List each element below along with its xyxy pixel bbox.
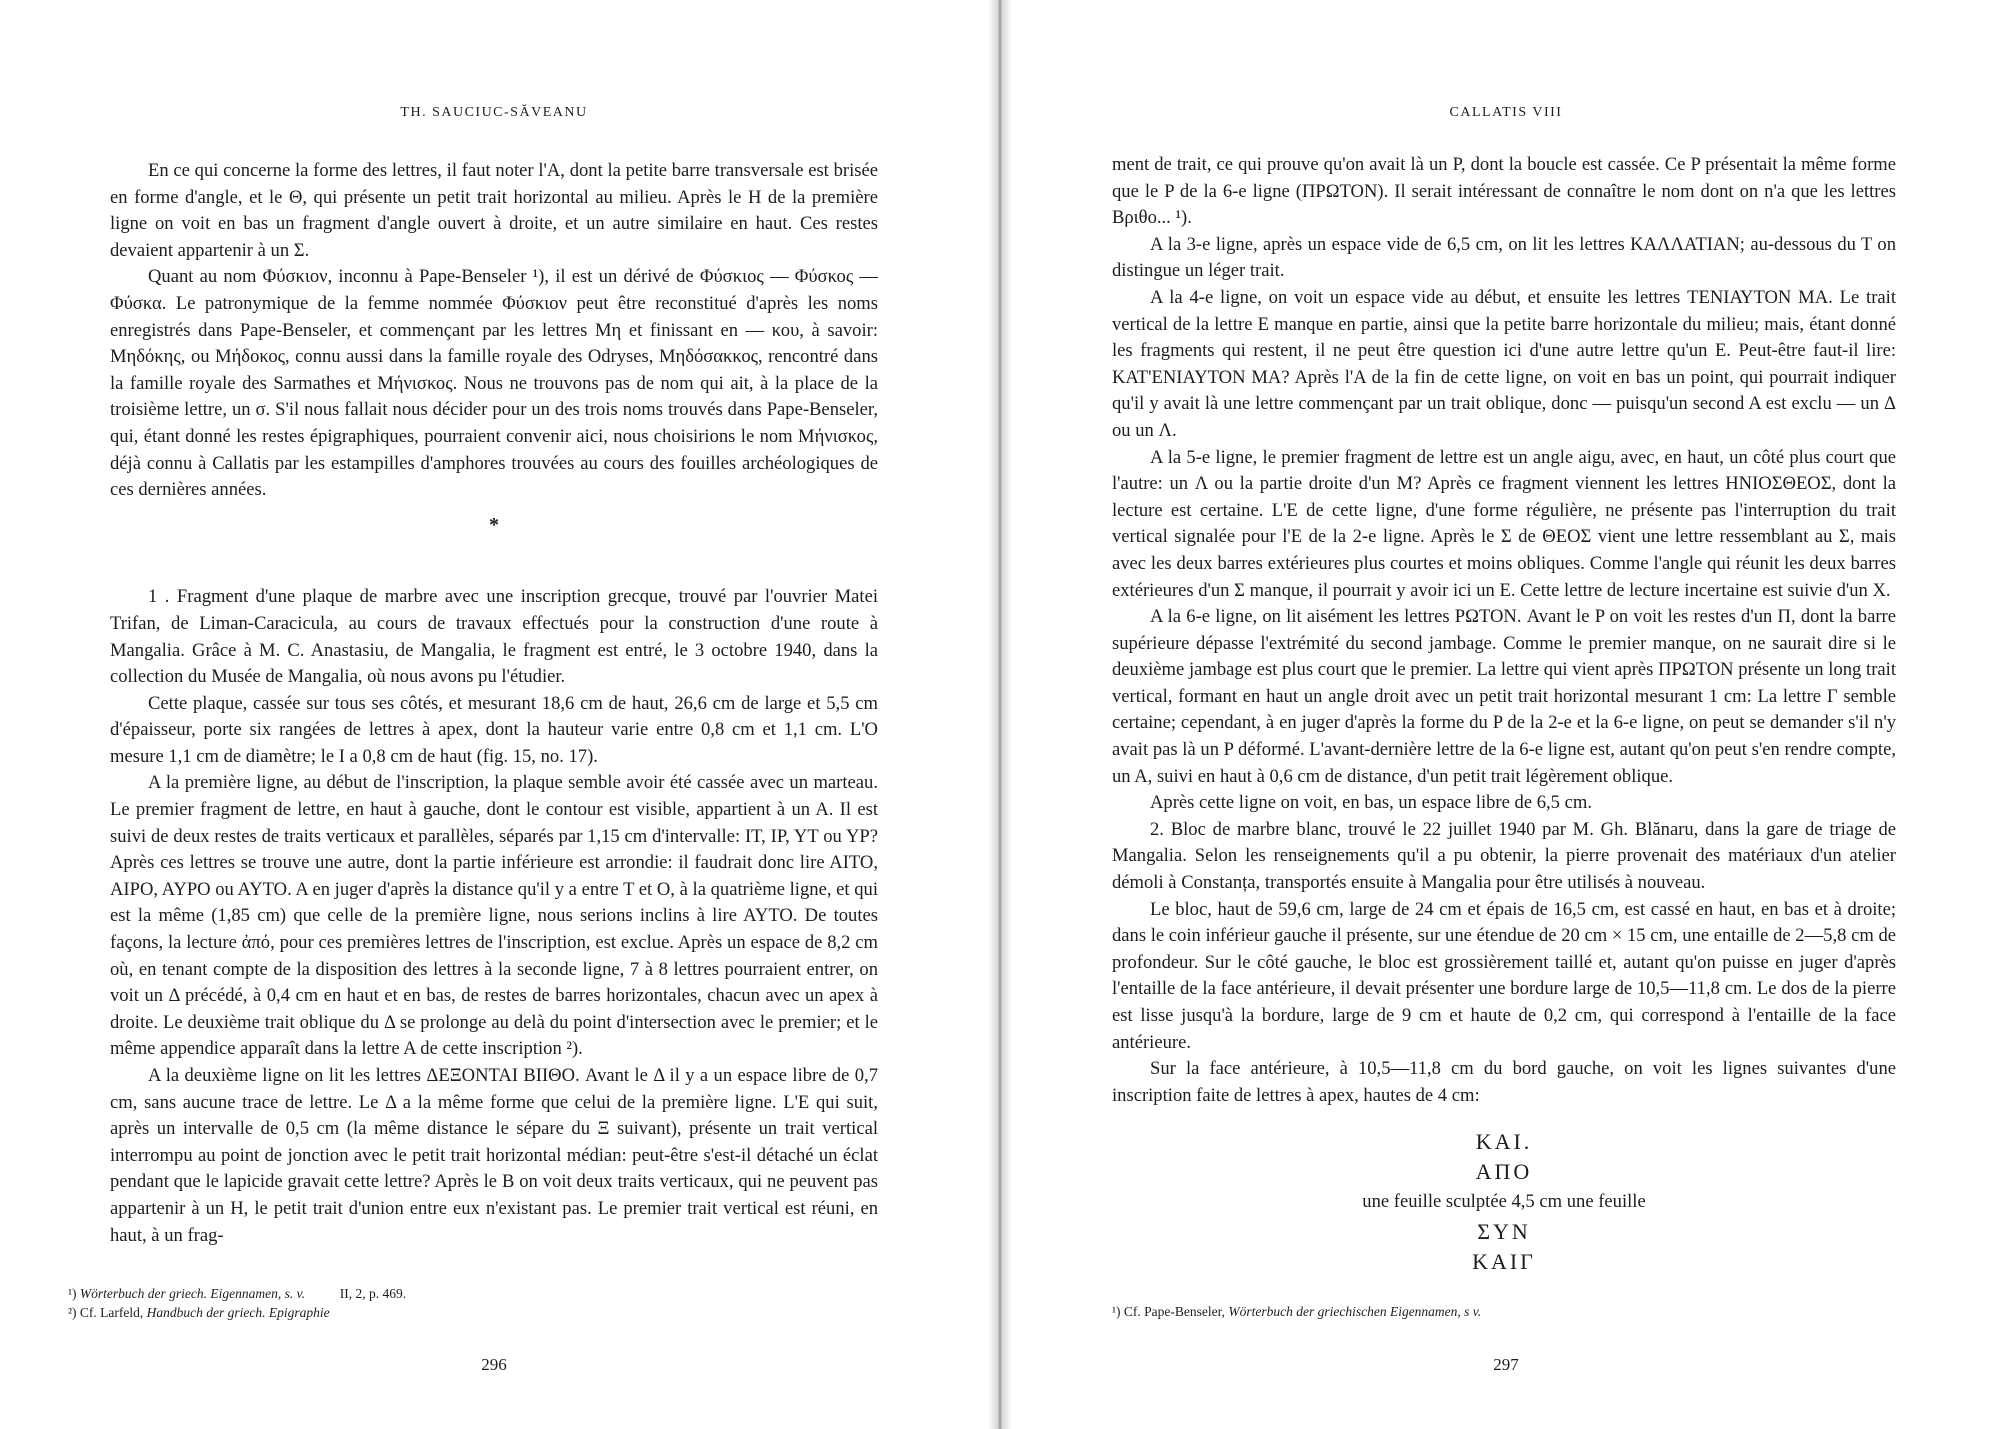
footnote: [68, 1303, 628, 1322]
right-text-block: [1112, 152, 1896, 1277]
paragraph: A la première ligne, au début de l'inscription, la plaque semble avoir été cassée avec un marteau. Le premier fragment de lettre, en haut à gauche, dont le contour est visible, appartient à un A. Il est suivi de deux restes de traits verticaux et parallèles, séparés par 1,15 cm d'intervalle: IT, IP, YT ou YP? Après ces lettres se trouve une autre, dont la partie inférieure est arrondie: il faudrait donc lire AITO, AIPO, AYPO ou AYTO. A en juger d'après la distance qu'il y a entre T et O, à la quatrième ligne, et qui est la même (1,85 cm) que celle de la première ligne, nous serions inclins à lire AYTO. De toutes façons, la lecture ἀπό, pour ces premières lettres de l'inscription, est exclue. Après un espace de 8,2 cm où, en tenant compte de la disposition des lettres à la seconde ligne, 7 à 8 lettres pourraient entrer, on voit un Δ précédé, à 0,4 cm en haut et en bas, de restes de barres horizontales, chacun avec un apex à droite. Le deuxième trait oblique du Δ se prolonge au delà du point d'intersection avec le premier; et le même appendice apparaît dans la lettre A de cette inscription ²).: [110, 772, 878, 1060]
left-page: [0, 0, 988, 1429]
footnote-lead: Cf. Pape-Benseler,: [1123, 1304, 1225, 1319]
footnote-ref: II, 2, p. 469.: [339, 1286, 407, 1301]
paragraph: Après cette ligne on voit, en bas, un espace libre de 6,5 cm.: [1150, 792, 1592, 814]
footnote-title: Handbuch der griech. Epigraphie: [146, 1305, 330, 1320]
paragraph: 2. Bloc de marbre blanc, trouvé le 22 juillet 1940 par M. Gh. Blănaru, dans la gare de triage de Mangalia. Selon les renseignements qu'il a pu obtenir, la pierre provenait des matériaux d'un atelier démoli à Constanța, transportés ensuite à Mangalia pour être utilisés à nouveau.: [1112, 818, 1896, 894]
footnotes-right: [1112, 1302, 1912, 1321]
inscription-line: ΚΑΙ.: [1475, 1129, 1533, 1155]
footnote-title: Wörterbuch der griech. Eigennamen, s. v.: [79, 1286, 305, 1301]
inscription-note: une feuille sculptée 4,5 cm une feuille: [1362, 1191, 1646, 1213]
paragraph: Le bloc, haut de 59,6 cm, large de 24 cm et épais de 16,5 cm, est cassé en haut, en bas et à droite; dans le coin inférieur gauche il présente, sur une étendue de 20 cm × 15 cm, une entaille de 2—5,8 cm de profondeur. Sur le côté gauche, le bloc est grossièrement taillé et, autant qu'on puisse en juger d'après l'entaille de la face antérieure, il devait présenter une bordure large de 10,5—11,8 cm. Le dos de la pierre est lisse jusqu'à la bordure, large de 9 cm et haute de 0,2 cm, qui correspond à l'entaille de la face antérieure.: [1112, 898, 1896, 1053]
paragraph: A la 5-e ligne, le premier fragment de lettre est un angle aigu, avec, en haut, un côté plus court que l'autre: un Λ ou la partie droite d'un M? Après ce fragment viennent les lettres ΗΝΙΟΣΘΕΟΣ, dont la lecture est certaine. L'E de cette ligne, d'une forme régulière, ne présente pas l'interruption du trait vertical signalée pour l'E de la 2-e ligne. Après le Σ de ΘΕΟΣ vient une lettre ressemblant au Σ, mais avec les deux barres extérieures plus courtes et moins obliques. Comme l'angle qui réunit les deux barres extérieures d'un Σ manque, il pourrait y avoir ici un E. Cette lettre de lecture incertaine est suivie d'un X.: [1112, 446, 1896, 601]
paragraph: 1 . Fragment d'une plaque de marbre avec une inscription grecque, trouvé par l'ouvrier Matei Trifan, de Liman-Caracicula, au cours de travaux effectués pour la construction d'une route à Mangalia. Grâce à M. C. Anastasiu, de Mangalia, le fragment est entré, le 3 octobre 1940, dans la collection du Musée de Mangalia, où nous avons pu l'étudier.: [110, 586, 878, 688]
footnote: [1112, 1302, 1912, 1321]
paragraph: A la 6-e ligne, on lit aisément les lettres ΡΩΤΟΝ. Avant le P on voit les restes d'un Π, dont la barre supérieure dépasse l'extrémité du second jambage. Comme le premier manque, on ne saurait dire si le deuxième jambage est plus court que le premier. La lettre qui vient après ΠΡΩΤΟΝ présente un long trait vertical, formant en haut un angle droit avec un petit trait horizontal mesurant 1 cm: La lettre Γ semble certaine; cependant, à en juger d'après la forme du P de la 2-e et la 6-e ligne, on peut se demander s'il n'y avait pas là un P déformé. L'avant-dernière lettre de la 6-e ligne est, autant qu'on peut s'en rendre compte, un A, suivi en haut à 0,6 cm de distance, d'un petit trait légèrement oblique.: [1112, 606, 1896, 787]
running-head-left: TH. SAUCIUC-SĂVEANU: [400, 105, 588, 120]
paragraph: Quant au nom Φύσκιον, inconnu à Pape-Benseler ¹), il est un dérivé de Φύσκιος — Φύσκος — Φύσκα. Le patronymique de la femme nommée Φύσκιον peut être reconstitué d'après les noms enregistrés dans Pape-Benseler, et commençant par les lettres Μη et finissant en — κου, à savoir: Μηδόκης, ou Μήδοκος, connu aussi dans la famille royale des Odryses, Μηδόσακκος, rencontré dans la famille royale des Sarmathes et Μήνισκος. Nous ne trouvons pas de nom qui ait, à la place de la troisième lettre, un σ. S'il nous fallait nous décider pour un des trois noms trouvés dans Pape-Benseler, qui, étant donné les restes épigraphiques, pourraient convenir aici, nous choisirions le nom Μήνισκος, déjà connu à Callatis par les estampilles d'amphores trouvées au cours des fouilles archéologiques de ces dernières années.: [110, 266, 878, 501]
book-gutter: [988, 0, 1012, 1429]
inscription-line: ΚΑΙΓ: [1472, 1249, 1536, 1275]
footnote: [68, 1284, 628, 1303]
footnote-mark: ¹): [68, 1286, 77, 1301]
footnote-lead: Cf. Larfeld,: [79, 1305, 144, 1320]
left-text-block: [110, 158, 878, 1249]
footnote-title: Wörterbuch der griechischen Eigennamen, s v.: [1228, 1304, 1482, 1319]
inscription-line: ΑΠΟ: [1475, 1159, 1533, 1185]
running-head-right: CALLATIS VIII: [1449, 105, 1563, 120]
paragraph: ment de trait, ce qui prouve qu'on avait là un P, dont la boucle est cassée. Ce P présentait la même forme que le P de la 6-e ligne (ΠΡΩΤΟΝ). Il serait intéressant de connaître le nom dont on n'a que les lettres Βριθο... ¹).: [1112, 154, 1896, 229]
section-separator: *: [489, 513, 499, 536]
paragraph: A la 4-e ligne, on voit un espace vide au début, et ensuite les lettres ΤΕΝΙΑΥΤΟΝ MA. Le trait vertical de la lettre E manque en partie, ainsi que la petite barre horizontale du milieu; mais, étant donné les fragments qui restent, il ne peut être question ici d'une autre lettre qu'un E. Peut-être faut-il lire: KAT'ENIAYTON MA? Après l'A de la fin de cette ligne, on voit en bas un point, qui pourrait indiquer qu'il y avait là une lettre commençant par un trait oblique, donc — puisqu'un second A est exclu — un Δ ou un Λ.: [1112, 286, 1896, 441]
inscription-line: ΣΥΝ: [1477, 1219, 1531, 1245]
footnotes-left: [68, 1284, 628, 1322]
footnote-mark: ²): [68, 1305, 77, 1320]
page-number-left: 296: [481, 1355, 507, 1374]
paragraph: A la deuxième ligne on lit les lettres ΔΕΞΟΝΤΑΙ ΒΙΙΘΟ. Avant le Δ il y a un espace libre de 0,7 cm, sans aucune trace de lettre. Le Δ a la même forme que celui de la première ligne. L'E qui suit, après un intervalle de 0,5 cm (la même distance le sépare du Ξ suivant), présente un trait vertical interrompu au point de jonction avec le petit trait horizontal médian: peut-être s'est-il détaché un éclat pendant que le lapicide gravait cette lettre? Après le B on voit deux traits verticaux, qui ne peuvent pas appartenir à un H, le petit trait d'union entre eux n'existant pas. Le premier trait vertical est réuni, en haut, à un frag-: [110, 1065, 878, 1246]
paragraph: Cette plaque, cassée sur tous ses côtés, et mesurant 18,6 cm de haut, 26,6 cm de large et 5,5 cm d'épaisseur, porte six rangées de lettres à apex, dont la hauteur varie entre 0,8 cm et 1,1 cm. L'O mesure 1,1 cm de diamètre; le I a 0,8 cm de haut (fig. 15, no. 17).: [110, 692, 878, 767]
paragraph: A la 3-e ligne, après un espace vide de 6,5 cm, on lit les lettres ΚΑΛΛΑΤΙΑΝ; au-dessous du T on distingue un léger trait.: [1112, 233, 1896, 282]
right-page: [1012, 0, 2000, 1429]
footnote-mark: ¹): [1112, 1304, 1121, 1319]
inscription-transcription: [1112, 1127, 1896, 1277]
paragraph: En ce qui concerne la forme des lettres, il faut noter l'A, dont la petite barre transversale est brisée en forme d'angle, et le Θ, qui présente un petit trait horizontal au milieu. Après le H de la première ligne on voit en bas un fragment d'angle ouvert à droite, et un autre similaire en haut. Ces restes devaient appartenir à un Σ.: [110, 160, 878, 261]
page-number-right: 297: [1493, 1355, 1519, 1374]
paragraph: Sur la face antérieure, à 10,5—11,8 cm du bord gauche, on voit les lignes suivantes d'une inscription faite de lettres à apex, hautes de 4 cm:: [1112, 1058, 1896, 1106]
